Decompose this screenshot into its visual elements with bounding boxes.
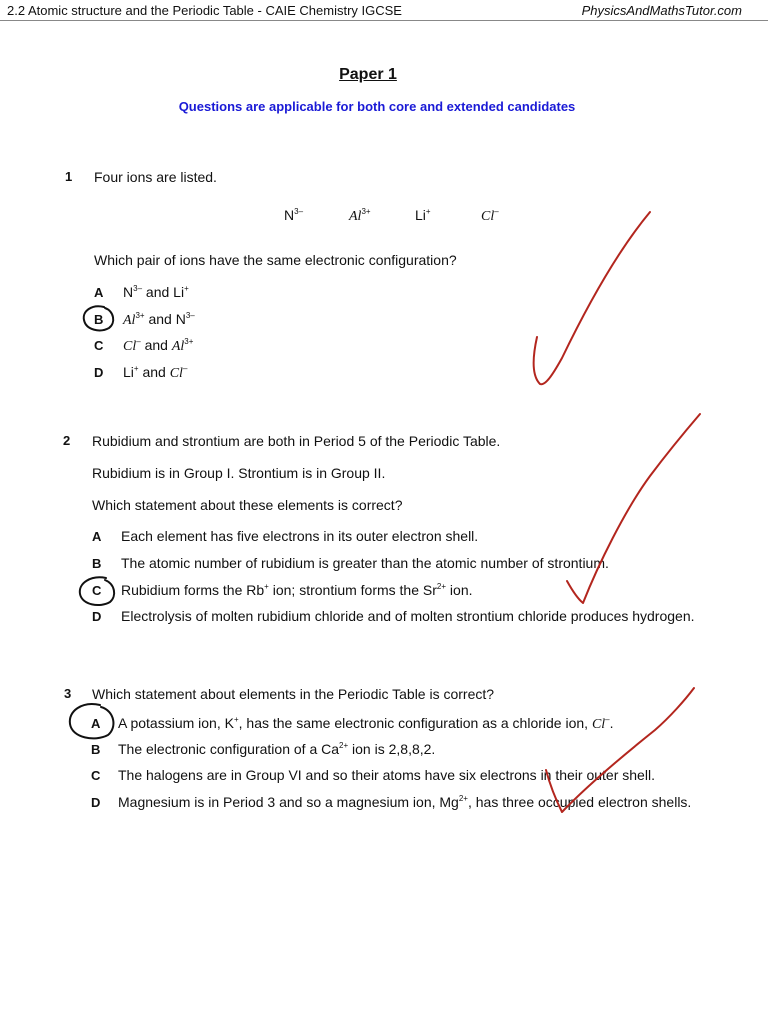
question-stem: Rubidium and strontium are both in Period 5 of the Periodic Table. xyxy=(92,433,501,449)
option-text: The electronic configuration of a $Ca^{2+}$ ion is 2,8,8,2. xyxy=(118,741,436,757)
ion-chloride: Cl– xyxy=(481,207,499,224)
tick-mark-q1 xyxy=(534,212,650,384)
option-letter: B xyxy=(94,312,104,327)
option-text: Li+ and Cl– xyxy=(123,364,188,381)
header-rule xyxy=(0,20,768,21)
option-text: Each element has five electrons in its outer electron shell. xyxy=(121,528,479,544)
candidates-note: Questions are applicable for both core and extended candidates xyxy=(178,99,576,114)
question-number: 2 xyxy=(63,433,71,448)
tick-mark-q2 xyxy=(567,414,700,603)
option-letter: C xyxy=(92,583,102,598)
question-number: 1 xyxy=(65,169,73,184)
question-number: 3 xyxy=(64,686,72,701)
option-text: Cl– and $Al^{3+}$ xyxy=(123,337,194,354)
option-letter: D xyxy=(92,609,102,624)
option-letter: C xyxy=(94,338,104,353)
option-text: The atomic number of rubidium is greater than the atomic number of strontium. xyxy=(121,555,609,571)
option-letter: B xyxy=(92,556,102,571)
question-stem: Four ions are listed. xyxy=(94,169,217,185)
header-site: PhysicsAndMathsTutor.com xyxy=(581,3,742,18)
option-letter: A xyxy=(92,529,102,544)
option-text: Rubidium forms the Rb+ ion; strontium forms the $Sr^{2+}$ ion. xyxy=(121,582,473,598)
question-stem-line2: Rubidium is in Group I. Strontium is in Group II. xyxy=(92,465,386,481)
option-letter: A xyxy=(94,285,104,300)
ion-aluminium: $Al^{3+}$ xyxy=(349,207,371,224)
option-letter: A xyxy=(91,716,101,731)
option-text: Magnesium is in Period 3 and so a magnesium ion, $Mg^{2+}$, has three occupied electron shells. xyxy=(118,794,692,810)
option-text: $Al^{3+}$ and $N^{3-}$ xyxy=(123,311,195,328)
header-title: 2.2 Atomic structure and the Periodic Table - CAIE Chemistry IGCSE xyxy=(7,3,402,18)
ion-nitride: $N^{3-}$ xyxy=(284,207,304,223)
option-text: The halogens are in Group VI and so their atoms have six electrons in their outer shell. xyxy=(118,767,655,783)
option-letter: D xyxy=(91,795,101,810)
option-letter: B xyxy=(91,742,101,757)
option-text: A potassium ion, K+, has the same electronic configuration as a chloride ion, Cl–. xyxy=(118,715,614,732)
option-text: $N^{3-}$ and Li+ xyxy=(123,284,189,300)
page-title: Paper 1 xyxy=(339,66,397,83)
question-prompt: Which statement about these elements is correct? xyxy=(92,497,403,513)
question-prompt: Which pair of ions have the same electronic configuration? xyxy=(94,252,457,268)
option-letter: C xyxy=(91,768,101,783)
question-stem: Which statement about elements in the Periodic Table is correct? xyxy=(92,686,495,702)
ion-lithium: Li+ xyxy=(415,207,431,223)
option-text: Electrolysis of molten rubidium chloride and of molten strontium chloride produces hydrogen. xyxy=(121,608,695,624)
option-letter: D xyxy=(94,365,104,380)
